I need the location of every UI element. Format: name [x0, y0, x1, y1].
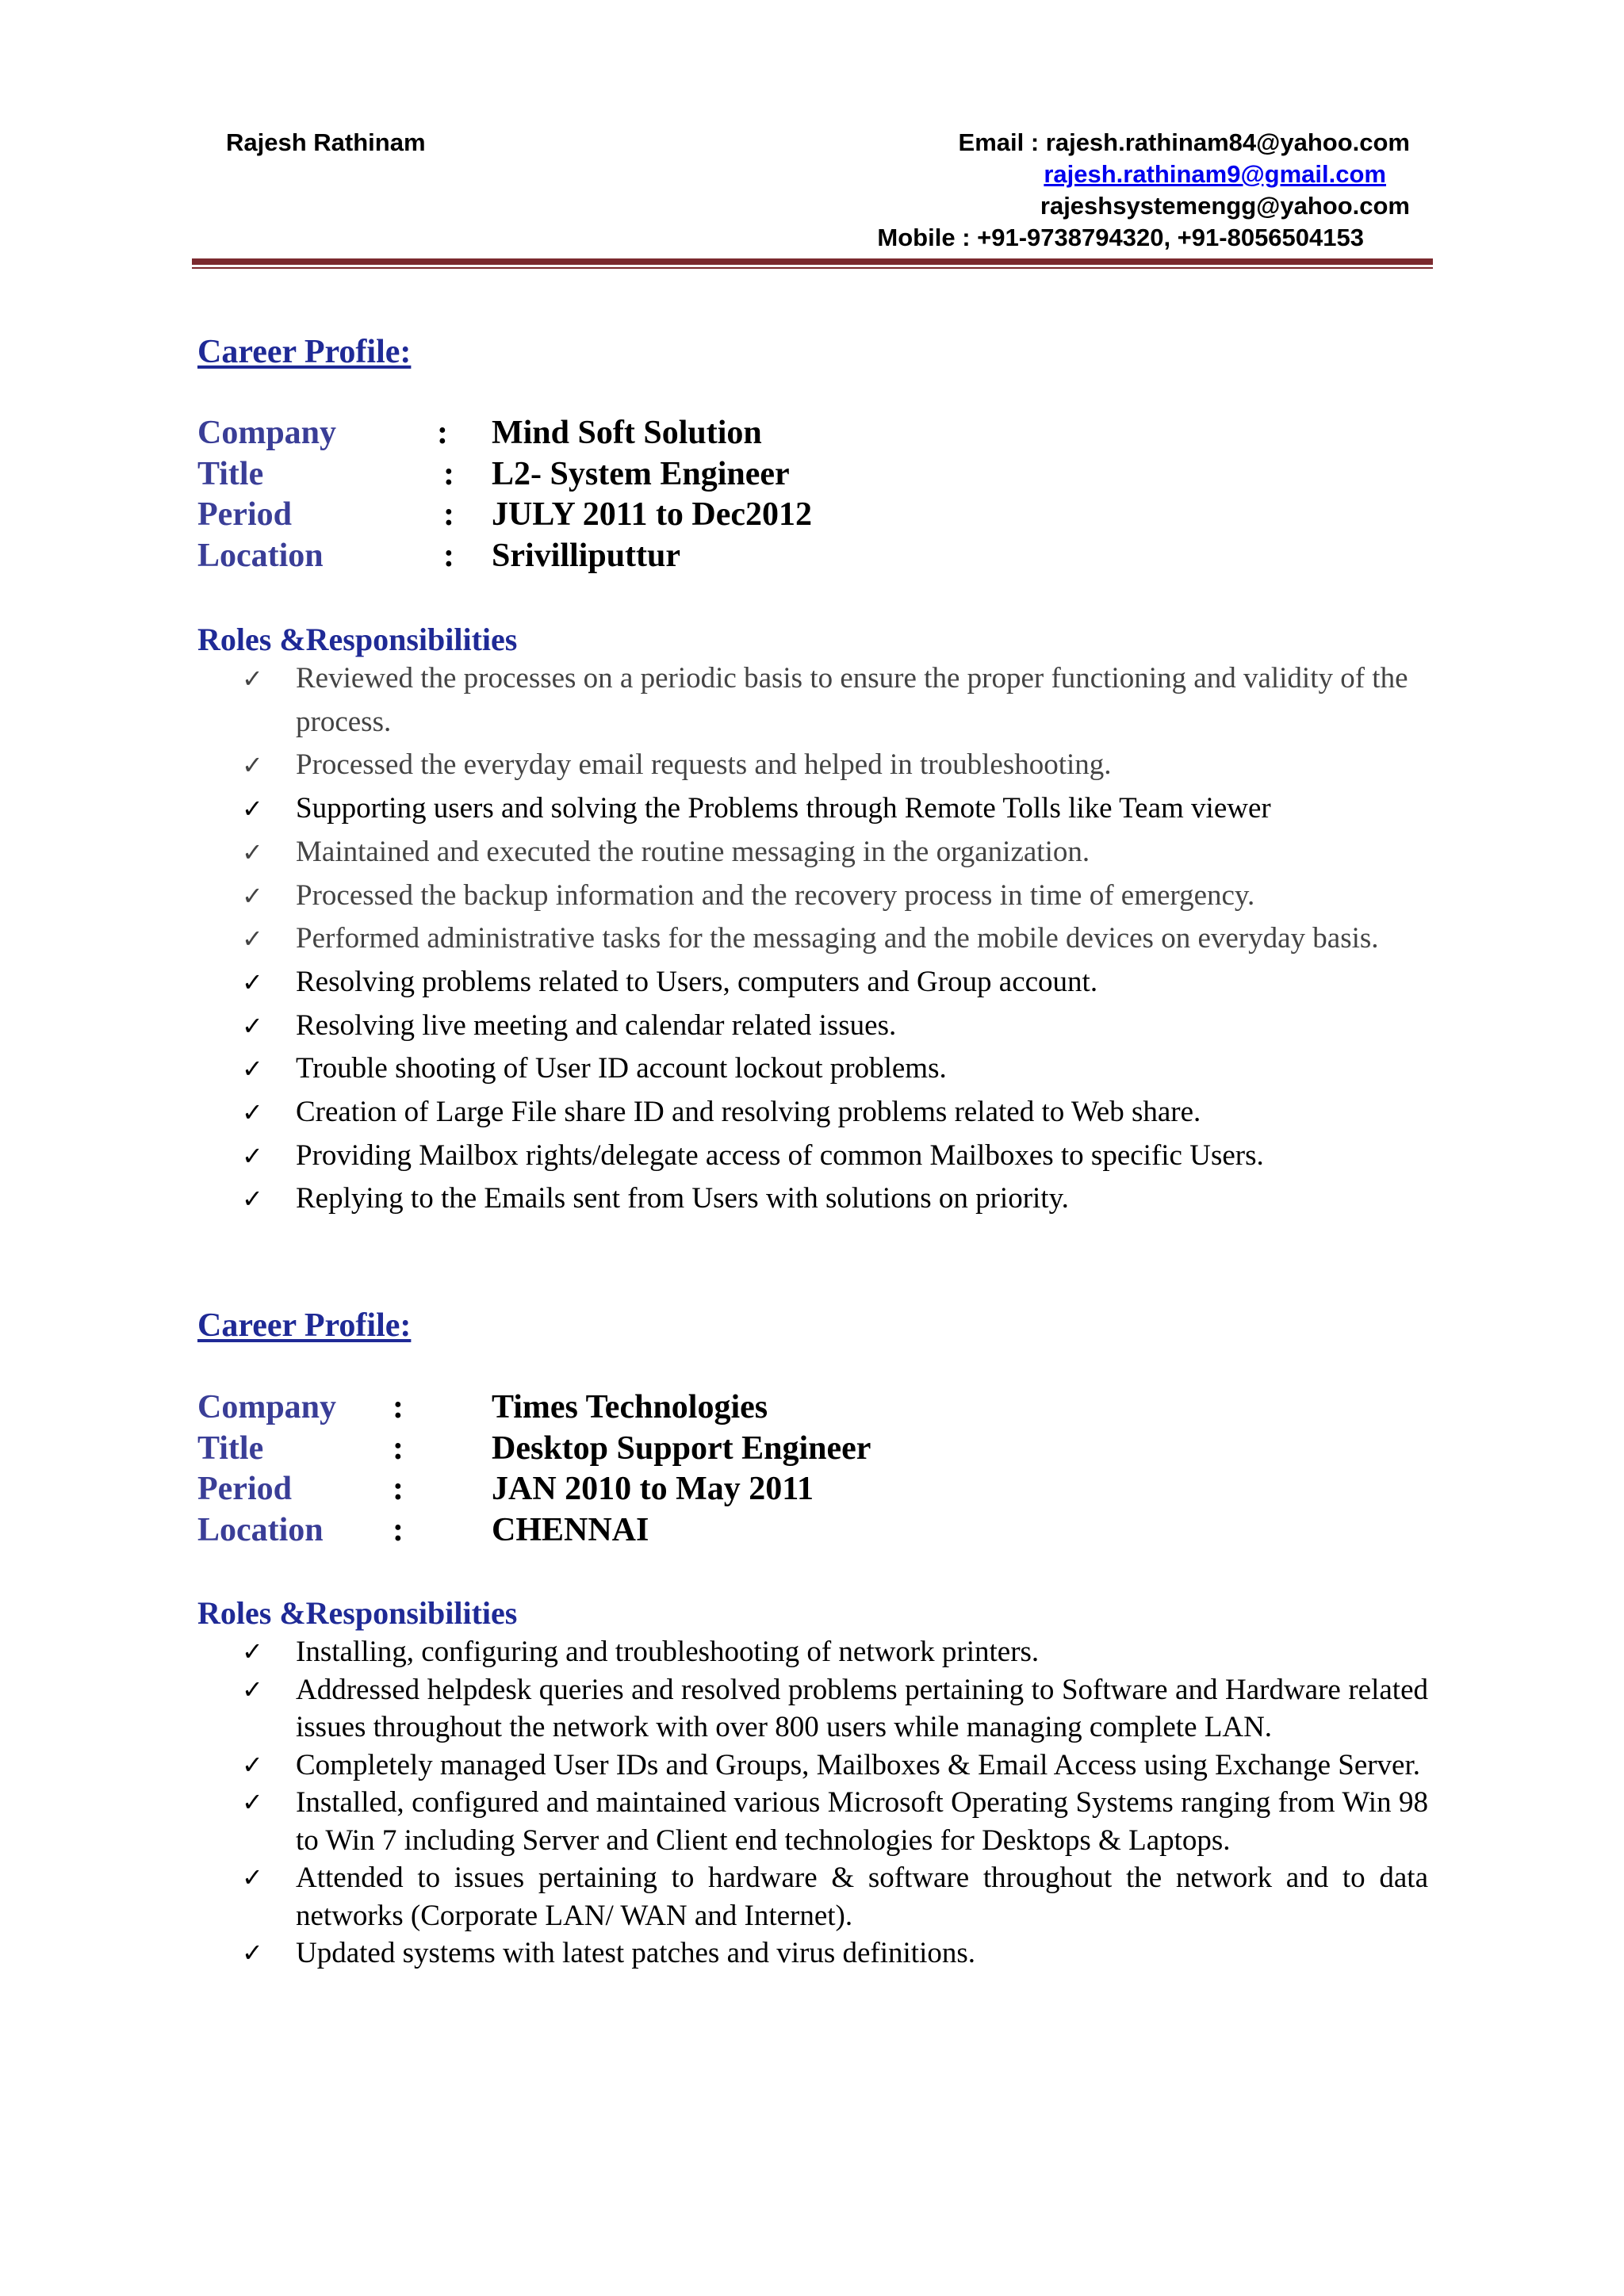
title-value: Desktop Support Engineer [492, 1429, 871, 1467]
list-item: ✓ Providing Mailbox rights/delegate access of common Mailboxes to specific Users. [242, 1135, 1428, 1178]
list-item: ✓ Completely managed User IDs and Groups, Mailboxes & Email Access using Exchange Server. [242, 1747, 1428, 1785]
location-value: Srivilliputtur [492, 537, 681, 574]
list-item: ✓ Maintained and executed the routine messaging in the organization. [242, 831, 1428, 874]
list-item: ✓ Reviewed the processes on a periodic basis to ensure the proper functioning and validity of the process. [242, 657, 1428, 744]
checkmark-icon: ✓ [242, 1749, 263, 1780]
checkmark-icon: ✓ [242, 1097, 263, 1128]
list-item: ✓ Addressed helpdesk queries and resolved problems pertaining to Software and Hardware related issues throughout the network with over 800 users while managing complete LAN. [242, 1671, 1428, 1747]
candidate-name: Rajesh Rathinam [226, 128, 426, 156]
location-label: Location [197, 1511, 324, 1548]
checkmark-icon: ✓ [242, 1010, 263, 1041]
list-item: ✓ Replying to the Emails sent from Users with solutions on priority. [242, 1177, 1428, 1221]
checkmark-icon: ✓ [242, 750, 263, 781]
email-link-gmail[interactable]: rajesh.rathinam9@gmail.com [1044, 160, 1386, 188]
checkmark-icon: ✓ [242, 1938, 263, 1968]
list-item: ✓ Creation of Large File share ID and resolving problems related to Web share. [242, 1091, 1428, 1135]
mobile-line: Mobile : +91-9738794320, +91-8056504153 [877, 224, 1364, 251]
company-value: Times Technologies [492, 1389, 768, 1425]
list-item: ✓ Installing, configuring and troubleshooting of network printers. [242, 1633, 1428, 1671]
checkmark-icon: ✓ [242, 880, 263, 911]
checkmark-icon: ✓ [242, 966, 263, 997]
colon: : [393, 1471, 404, 1507]
colon: : [393, 1429, 404, 1467]
title-label: Title [197, 455, 264, 492]
header-divider [192, 258, 1433, 269]
list-item: ✓ Updated systems with latest patches and virus definitions. [242, 1934, 1428, 1973]
checkmark-icon: ✓ [242, 1636, 263, 1667]
contact-block [696, 127, 1410, 254]
checkmark-icon: ✓ [242, 794, 263, 825]
list-item: ✓ Resolving problems related to Users, computers and Group account. [242, 961, 1428, 1004]
colon: : [443, 455, 454, 492]
checkmark-icon: ✓ [242, 1184, 263, 1215]
checkmark-icon: ✓ [242, 1862, 263, 1892]
list-item: ✓ Performed administrative tasks for the messaging and the mobile devices on everyday basis. [242, 917, 1428, 961]
checkmark-icon: ✓ [242, 664, 263, 694]
period-value: JAN 2010 to May 2011 [492, 1471, 814, 1507]
checkmark-icon: ✓ [242, 924, 263, 955]
colon: : [393, 1511, 404, 1548]
list-item: ✓ Resolving live meeting and calendar related issues. [242, 1004, 1428, 1048]
career-profile-heading: Career Profile: [197, 334, 412, 370]
roles-heading: Roles &Responsibilities [197, 1595, 518, 1631]
period-label: Period [197, 496, 292, 533]
checkmark-icon: ✓ [242, 1140, 263, 1171]
list-item: ✓ Installed, configured and maintained various Microsoft Operating Systems ranging from Win 98 to Win 7 including Server and Client end technologies for Desktops & Laptops. [242, 1784, 1428, 1859]
checkmark-icon: ✓ [242, 836, 263, 867]
checkmark-icon: ✓ [242, 1674, 263, 1705]
title-label: Title [197, 1429, 264, 1467]
colon: : [443, 496, 454, 533]
list-item: ✓ Supporting users and solving the Problems through Remote Tolls like Team viewer [242, 787, 1428, 831]
colon: : [393, 1389, 404, 1425]
checkmark-icon: ✓ [242, 1054, 263, 1085]
career-profile-heading: Career Profile: [197, 1307, 412, 1344]
responsibilities-list [242, 657, 1428, 1221]
location-value: CHENNAI [492, 1511, 649, 1548]
title-value: L2- System Engineer [492, 455, 790, 492]
responsibilities-list [242, 1633, 1428, 1973]
roles-heading: Roles &Responsibilities [197, 622, 518, 657]
list-item: ✓ Trouble shooting of User ID account lockout problems. [242, 1047, 1428, 1091]
list-item: ✓ Processed the everyday email requests and helped in troubleshooting. [242, 744, 1428, 787]
email-line-3: rajeshsystemengg@yahoo.com [1040, 192, 1410, 220]
colon: : [443, 537, 454, 574]
checkmark-icon: ✓ [242, 1787, 263, 1817]
company-label: Company [197, 415, 337, 451]
company-value: Mind Soft Solution [492, 415, 762, 451]
period-label: Period [197, 1471, 292, 1507]
email-line: Email : rajesh.rathinam84@yahoo.com [958, 128, 1410, 156]
period-value: JULY 2011 to Dec2012 [492, 496, 813, 533]
colon: : [437, 415, 448, 451]
list-item: ✓ Processed the backup information and the recovery process in time of emergency. [242, 874, 1428, 918]
company-label: Company [197, 1389, 337, 1425]
list-item: ✓ Attended to issues pertaining to hardware & software throughout the network and to data networks (Corporate LAN/ WAN and Internet). [242, 1859, 1428, 1934]
location-label: Location [197, 537, 324, 574]
